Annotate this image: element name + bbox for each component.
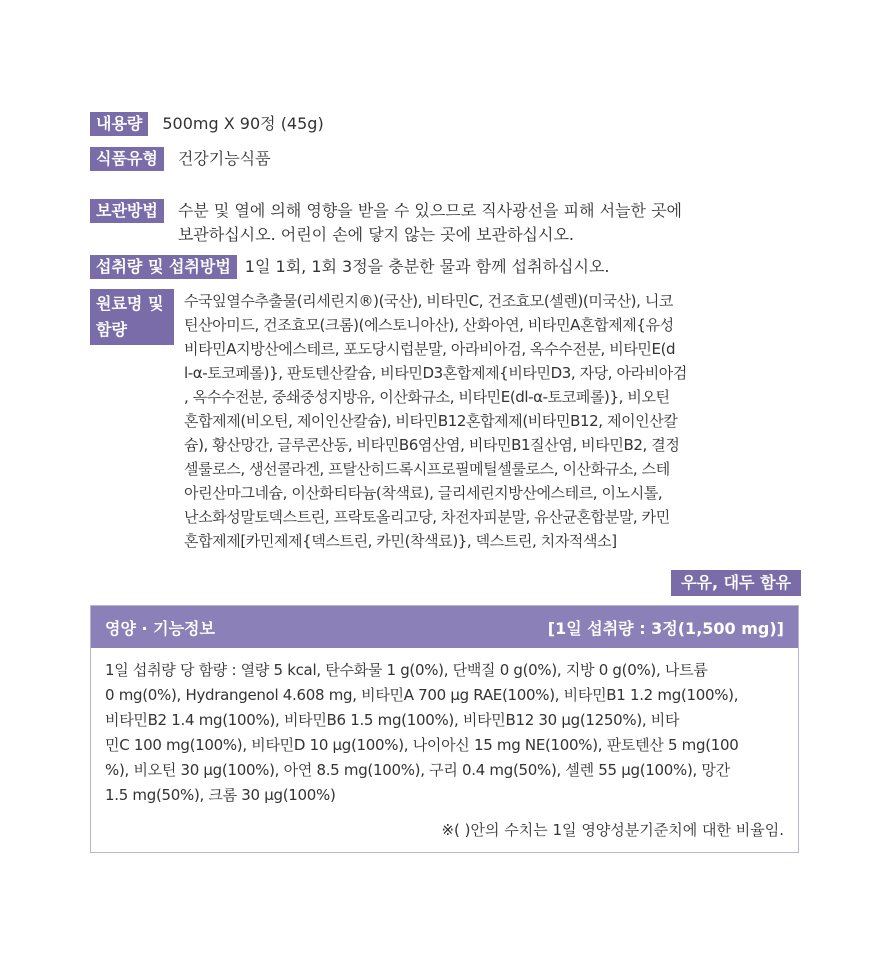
nutrition-box	[90, 605, 799, 853]
nutrition-header	[91, 606, 798, 648]
nutrition-body	[91, 648, 798, 808]
storage-value-line2: 보관하십시오. 어린이 손에 닿지 않는 곳에 보관하십시오.	[177, 225, 575, 244]
ingredients-line: 아린산마그네슘, 이산화티타늄(착색료), 글리세린지방산에스테르, 이노시톨,	[184, 484, 663, 502]
allergen-badge: 우유, 대두 함유	[671, 570, 801, 596]
ingredients-text	[184, 289, 687, 553]
nutrition-line: 비타민B2 1.4 mg(100%), 비타민B6 1.5 mg(100%), 비타민B12 30 μg(1250%), 비타	[105, 711, 680, 729]
intake-value: 1일 1회, 1회 3정을 충분한 물과 함께 섭취하십시오.	[244, 257, 610, 276]
storage-label: 보관방법	[90, 199, 164, 223]
volume-value: 500mg X 90정 (45g)	[162, 114, 324, 133]
volume-label: 내용량	[90, 112, 148, 136]
ingredients-label-line2: 함량	[96, 320, 127, 339]
food-type-label: 식품유형	[90, 147, 164, 171]
storage-value	[178, 199, 682, 247]
ingredients-line: 셀룰로스, 생선콜라겐, 프탈산히드록시프로필메틸셀룰로스, 이산화규소, 스테	[184, 460, 670, 478]
food-type-row	[90, 147, 795, 171]
ingredients-line: 혼합제제[카민제제{덱스트린, 카민(착색료)}, 덱스트린, 치자적색소]	[184, 532, 617, 550]
volume-row	[90, 112, 795, 136]
ingredients-line: 슘), 황산망간, 글루콘산동, 비타민B6염산염, 비타민B1질산염, 비타민B2, 결정	[184, 436, 680, 454]
serving-size: [1일 섭취량 : 3정(1,500 mg)]	[547, 618, 784, 638]
ingredients-line: , 옥수수전분, 중쇄중성지방유, 이산화규소, 비타민E(dl-α-토코페롤)}, 비오틴	[184, 388, 670, 406]
storage-row	[90, 199, 795, 247]
intake-row	[90, 255, 795, 279]
nutrition-line: 1.5 mg(50%), 크롬 30 μg(100%)	[105, 786, 336, 804]
intake-label: 섭취량 및 섭취방법	[90, 255, 237, 279]
ingredients-line: 비타민A지방산에스테르, 포도당시럽분말, 아라비아검, 옥수수전분, 비타민E(d	[184, 340, 676, 358]
nutrition-note: ※( )안의 수치는 1일 영양성분기준치에 대한 비율임.	[441, 821, 784, 839]
nutrition-line: 1일 섭취량 당 함량 : 열량 5 kcal, 탄수화물 1 g(0%), 단백질 0 g(0%), 지방 0 g(0%), 나트륨	[105, 661, 708, 679]
food-type-value: 건강기능식품	[177, 149, 271, 168]
ingredients-row	[90, 289, 795, 553]
ingredients-line: 혼합제제(비오틴, 제이인산칼슘), 비타민B12혼합제제(비타민B12, 제이인산칼	[184, 412, 678, 430]
nutrition-title: 영양 · 기능정보	[105, 618, 215, 638]
ingredients-line: 틴산아미드, 건조효모(크롬)(에스토니아산), 산화아연, 비타민A혼합제제{유성	[184, 316, 674, 334]
ingredients-label	[90, 289, 174, 345]
ingredients-label-line1: 원료명 및	[96, 294, 164, 313]
nutrition-line: 민C 100 mg(100%), 비타민D 10 μg(100%), 나이아신 15 mg NE(100%), 판토텐산 5 mg(100	[105, 736, 739, 754]
ingredients-line: 수국잎열수추출물(리세린지®)(국산), 비타민C, 건조효모(셀렌)(미국산), 니코	[184, 292, 674, 310]
nutrition-line: %), 비오틴 30 μg(100%), 아연 8.5 mg(100%), 구리 0.4 mg(50%), 셀렌 55 μg(100%), 망간	[105, 761, 730, 779]
ingredients-line: l-α-토코페롤)}, 판토텐산칼슘, 비타민D3혼합제제{비타민D3, 자당, 아라비아검	[184, 364, 687, 382]
nutrition-line: 0 mg(0%), Hydrangenol 4.608 mg, 비타민A 700 μg RAE(100%), 비타민B1 1.2 mg(100%),	[105, 686, 739, 704]
storage-value-line1: 수분 및 열에 의해 영향을 받을 수 있으므로 직사광선을 피해 서늘한 곳에	[177, 201, 682, 220]
ingredients-line: 난소화성말토덱스트린, 프락토올리고당, 차전자피분말, 유산균혼합분말, 카민	[184, 508, 670, 526]
